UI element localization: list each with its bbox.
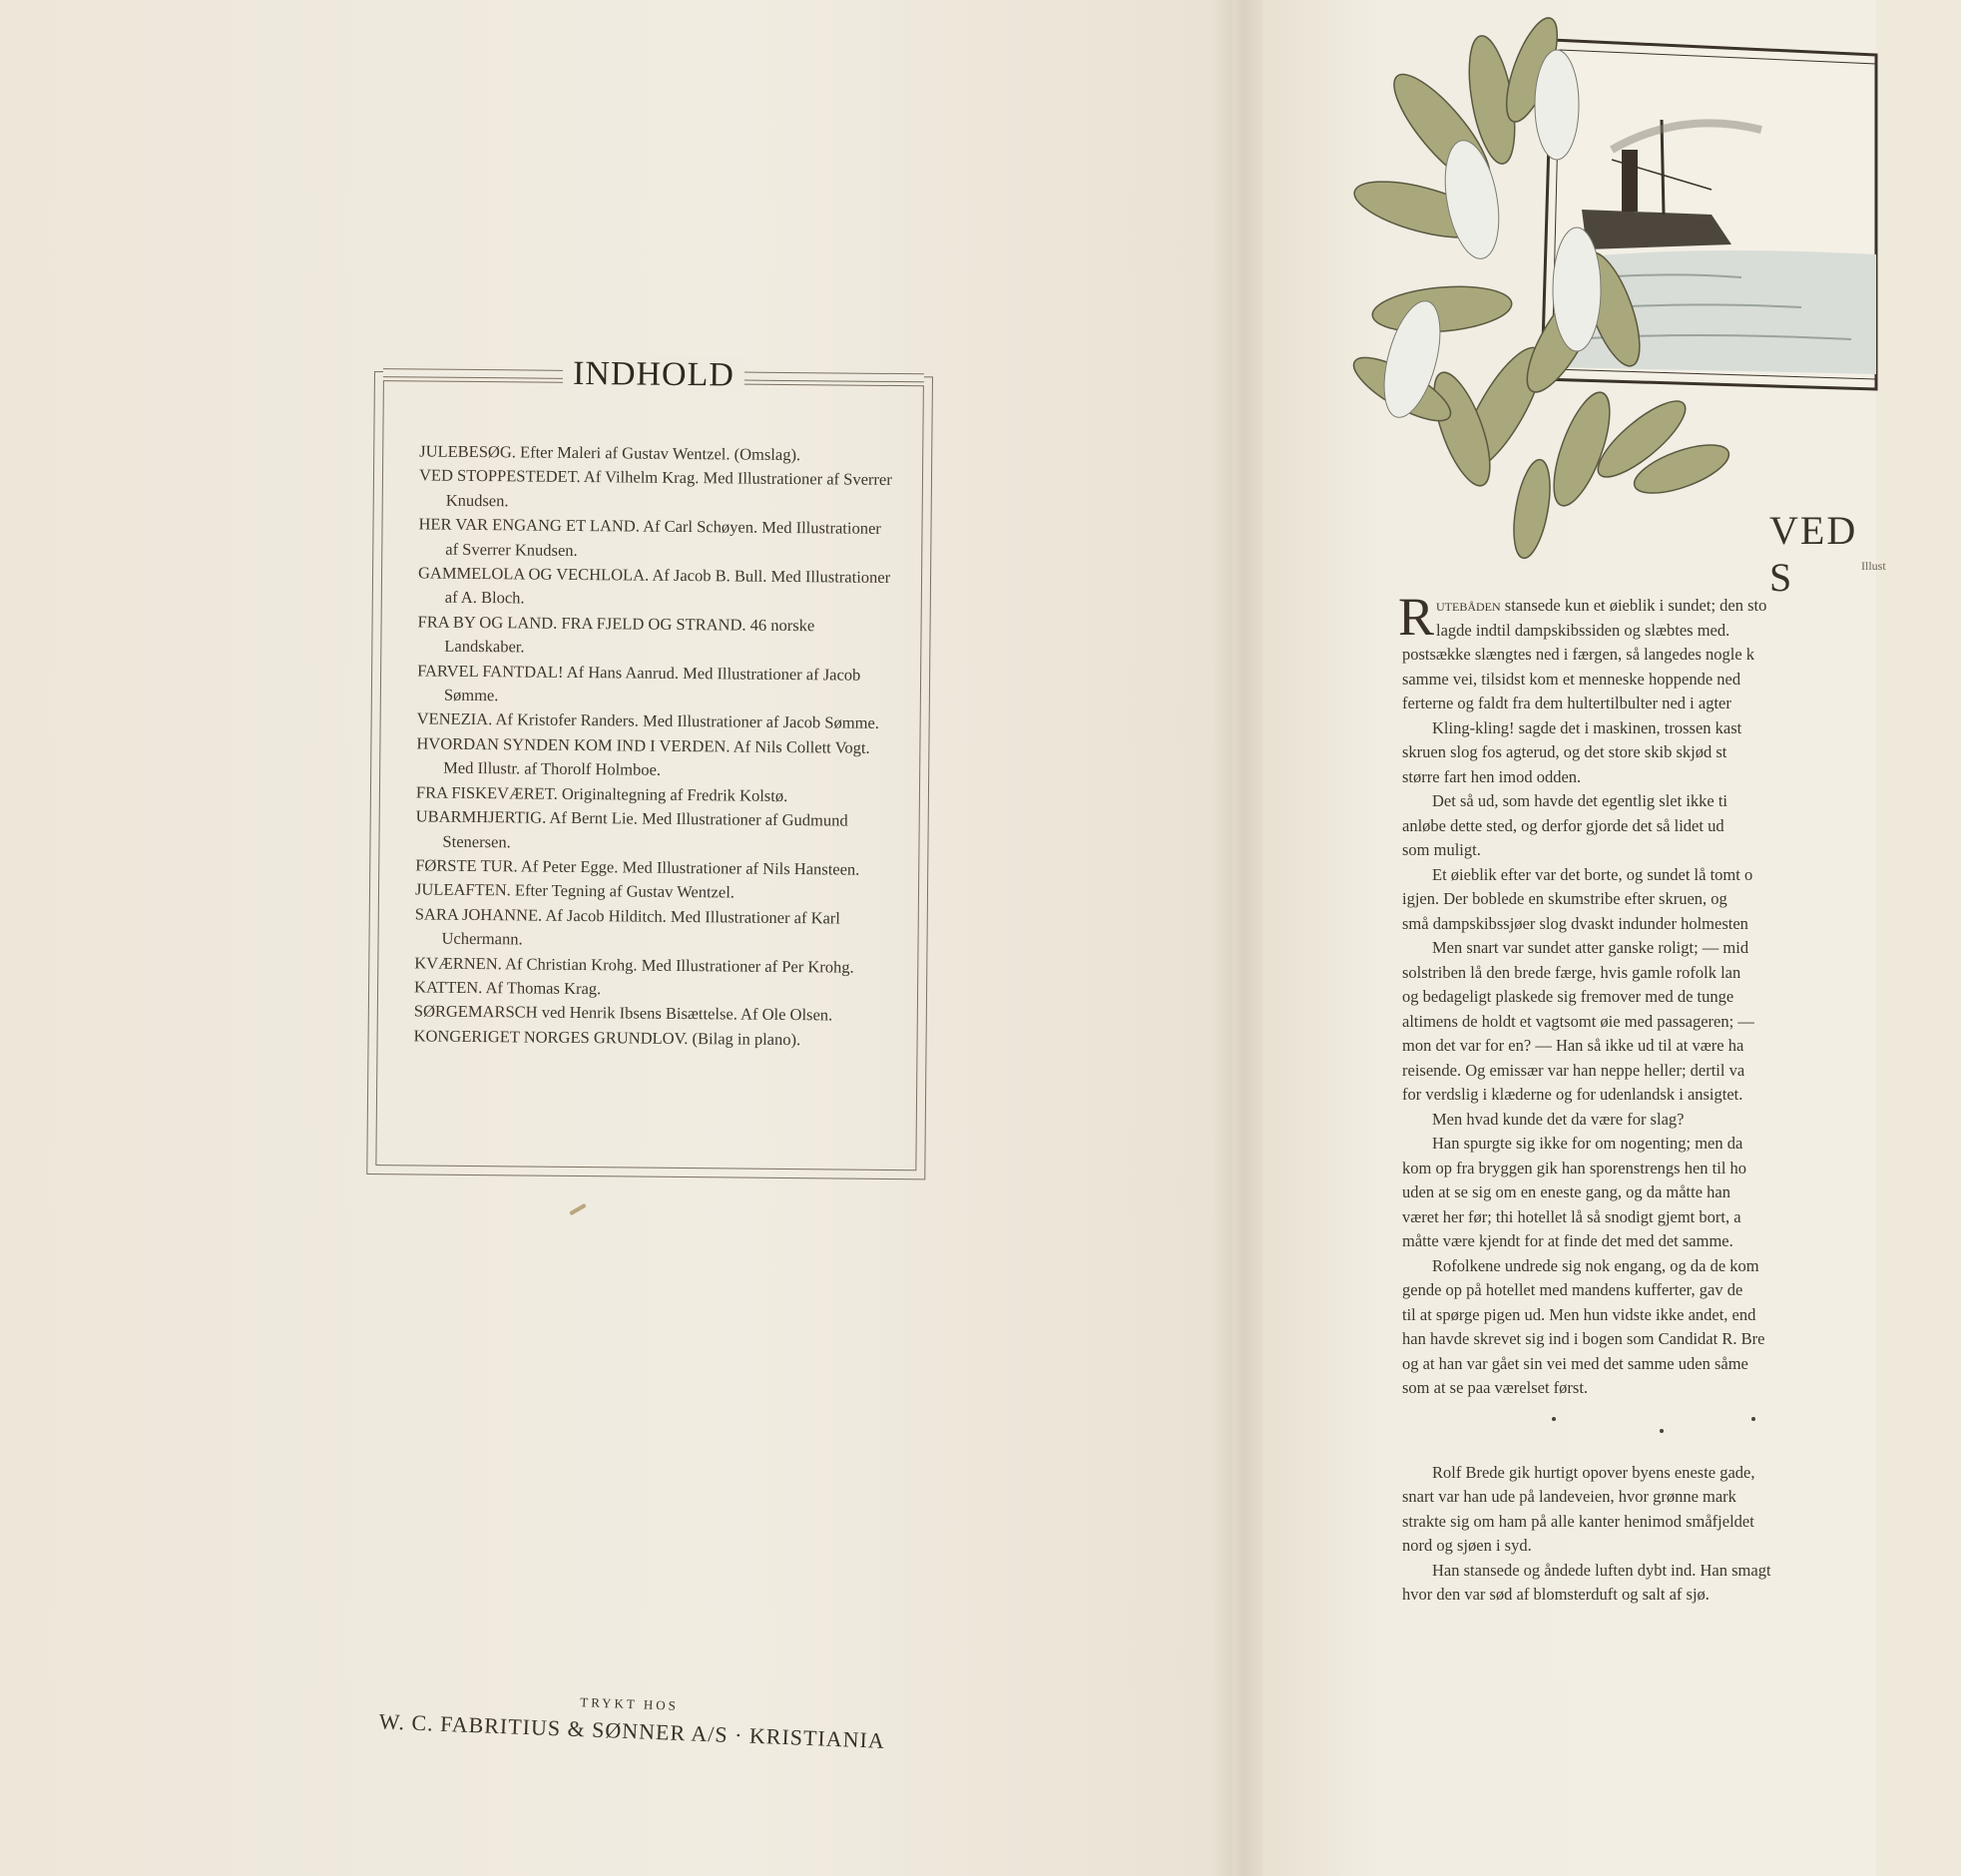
story-line: måtte være kjendt for at finde det med det samme. — [1402, 1231, 1733, 1250]
title-rule-right — [744, 371, 924, 382]
title-rule-left — [383, 368, 563, 379]
table-of-contents — [366, 354, 933, 1179]
story-body — [1398, 587, 1961, 1608]
toc-entry: KONGERIGET NORGES GRUNDLOV. (Bilag in plano). — [413, 1026, 801, 1049]
toc-entry: VED STOPPESTEDET. Af Vilhelm Krag. Med Illustrationer af Sverrer Knudsen. — [418, 465, 892, 511]
story-line: han havde skrevet sig ind i bogen som Candidat R. Bre — [1402, 1329, 1765, 1348]
story-line: uden at se sig om en eneste gang, og da måtte han — [1402, 1182, 1730, 1201]
chestnut-blossom-illustration — [1382, 10, 1876, 569]
toc-entry: FRA FISKEVÆRET. Originaltegning af Fredrik Kolstø. — [415, 782, 788, 805]
toc-entry: KATTEN. Af Thomas Krag. — [413, 977, 602, 999]
section-break-dots — [1402, 1401, 1961, 1461]
first-word: utebåden — [1436, 596, 1501, 615]
toc-entry: FØRSTE TUR. Af Peter Egge. Med Illustrationer af Nils Hansteen. — [415, 855, 860, 879]
story-line: nord og sjøen i syd. — [1402, 1536, 1532, 1555]
story-line: været her før; thi hotellet lå så snodigt gjemt bort, a — [1402, 1206, 1741, 1226]
story-line: Han spurgte sig ikke for om nogenting; men da — [1432, 1134, 1743, 1153]
story-line: samme vei, tilsidst kom et menneske hoppende ned — [1402, 669, 1741, 689]
story-line: skruen slog fos agterud, og det store skib skjød st — [1402, 742, 1727, 761]
toc-list — [413, 439, 896, 1053]
toc-entry: JULEBESØG. Efter Maleri af Gustav Wentzel. (Omslag). — [419, 441, 801, 465]
paper-smudge — [569, 1203, 587, 1215]
story-line: Et øieblik efter var det borte, og sundet lå tomt o — [1432, 864, 1753, 884]
story-line: gende op på hotellet med mandens kufferter, gav de — [1402, 1280, 1743, 1299]
story-line: og at han var gået sin vei med det samme uden såme — [1402, 1353, 1748, 1373]
story-line: hvor den var sød af blomsterduft og salt af sjø. — [1402, 1585, 1710, 1604]
toc-title: INDHOLD — [563, 355, 744, 395]
story-line: som at se paa værelset først. — [1402, 1378, 1589, 1397]
story-line: til at spørge pigen ud. Men hun vidste ikke andet, end — [1402, 1304, 1756, 1324]
story-line: Men snart var sundet atter ganske roligt; — mid — [1432, 938, 1749, 957]
story-line: ferterne og faldt fra dem hultertilbulter ned i agter — [1402, 694, 1731, 712]
story-line: snart var han ude på landeveien, hvor grønne mark — [1402, 1487, 1736, 1506]
story-line: små dampskibssjøer slog dvaskt indunder holmesten — [1402, 913, 1748, 933]
toc-entry: FRA BY OG LAND. FRA FJELD OG STRAND. 46 norske Landskaber. — [417, 612, 815, 657]
toc-entry: SARA JOHANNE. Af Jacob Hilditch. Med Illustrationer af Karl Uchermann. — [414, 904, 841, 949]
story-line: strakte sig om ham på alle kanter henimod småfjeldet — [1402, 1511, 1754, 1531]
colophon-printer-name: W. C. FABRITIUS & SØNNER A/S · KRISTIANIA — [378, 1708, 886, 1753]
story-line: som muligt. — [1402, 840, 1481, 859]
story-line: Rofolkene undrede sig nok engang, og da de kom — [1432, 1255, 1759, 1275]
story-line: anløbe dette sted, og derfor gjorde det så lidet ud — [1402, 815, 1724, 835]
story-line: postsække slængtes ned i færgen, så langedes nogle k — [1402, 645, 1755, 664]
story-line: Kling-kling! sagde det i maskinen, trossen kast — [1432, 717, 1742, 737]
ornament-dot — [1552, 1417, 1556, 1421]
toc-entry: KVÆRNEN. Af Christian Krohg. Med Illustrationer af Per Krohg. — [414, 952, 854, 977]
toc-entry: UBARMHJERTIG. Af Bernt Lie. Med Illustrationer af Gudmund Stenersen. — [415, 806, 848, 851]
story-line: altimens de holdt et vagtsomt øie med passageren; — — [1402, 1011, 1754, 1031]
story-line: igjen. Der boblede en skumstribe efter skruen, og — [1402, 889, 1727, 908]
story-line: større fart hen imod odden. — [1402, 766, 1582, 786]
story-heading: VED S — [1769, 508, 1858, 600]
story-line: og bedageligt plaskede sig fremover med de tunge — [1402, 987, 1734, 1006]
story-line: stansede kun et øieblik i sundet; den sto — [1504, 596, 1767, 615]
story-line: reisende. Og emissær var han neppe heller; dertil va — [1402, 1060, 1745, 1080]
ornament-dot — [1751, 1417, 1755, 1421]
ornament-dot — [1660, 1429, 1664, 1433]
colophon-printed-by: TRYKT HOS — [580, 1694, 680, 1713]
printer-colophon — [378, 1686, 886, 1753]
story-line: for verdslig i klæderne og for udenlandsk i ansigtet. — [1402, 1085, 1743, 1104]
story-line: kom op fra bryggen gik han sporenstrengs hen til ho — [1402, 1158, 1747, 1177]
story-subtitle: Illust — [1861, 559, 1886, 573]
toc-title-bar — [374, 354, 933, 394]
toc-entry: HVORDAN SYNDEN KOM IND I VERDEN. Af Nils Collett Vogt. Med Illustr. af Thorolf Holmboe. — [416, 733, 870, 780]
toc-entry: VENEZIA. Af Kristofer Randers. Med Illustrationer af Jacob Sømme. — [416, 708, 879, 733]
story-line: lagde indtil dampskibssiden og slæbtes med. — [1436, 620, 1730, 640]
toc-entry: SØRGEMARSCH ved Henrik Ibsens Bisættelse. Af Ole Olsen. — [413, 1001, 833, 1025]
toc-entry: HER VAR ENGANG ET LAND. Af Carl Schøyen. Med Illustrationer af Sverrer Knudsen. — [418, 514, 881, 560]
story-line: Det så ud, som havde det egentlig slet ikke ti — [1432, 791, 1728, 810]
toc-entry: FARVEL FANTDAL! Af Hans Aanrud. Med Illustrationer af Jacob Sømme. — [417, 661, 861, 705]
toc-entry: GAMMELOLA OG VECHLOLA. Af Jacob B. Bull. Med Illustrationer af A. Bloch. — [417, 563, 891, 608]
story-line: solstriben lå den brede færge, hvis gamle rofolk lan — [1402, 962, 1741, 982]
story-line: Rolf Brede gik hurtigt opover byens eneste gade, — [1432, 1462, 1755, 1482]
story-line: Men hvad kunde det da være for slag? — [1432, 1109, 1685, 1129]
drop-cap: R — [1398, 587, 1435, 647]
story-line: mon det var for en? — Han så ikke ud til at være ha — [1402, 1036, 1744, 1055]
toc-entry: JULEAFTEN. Efter Tegning af Gustav Wentzel. — [414, 879, 735, 902]
story-line: Han stansede og åndede luften dybt ind. Han smagt — [1432, 1560, 1771, 1580]
